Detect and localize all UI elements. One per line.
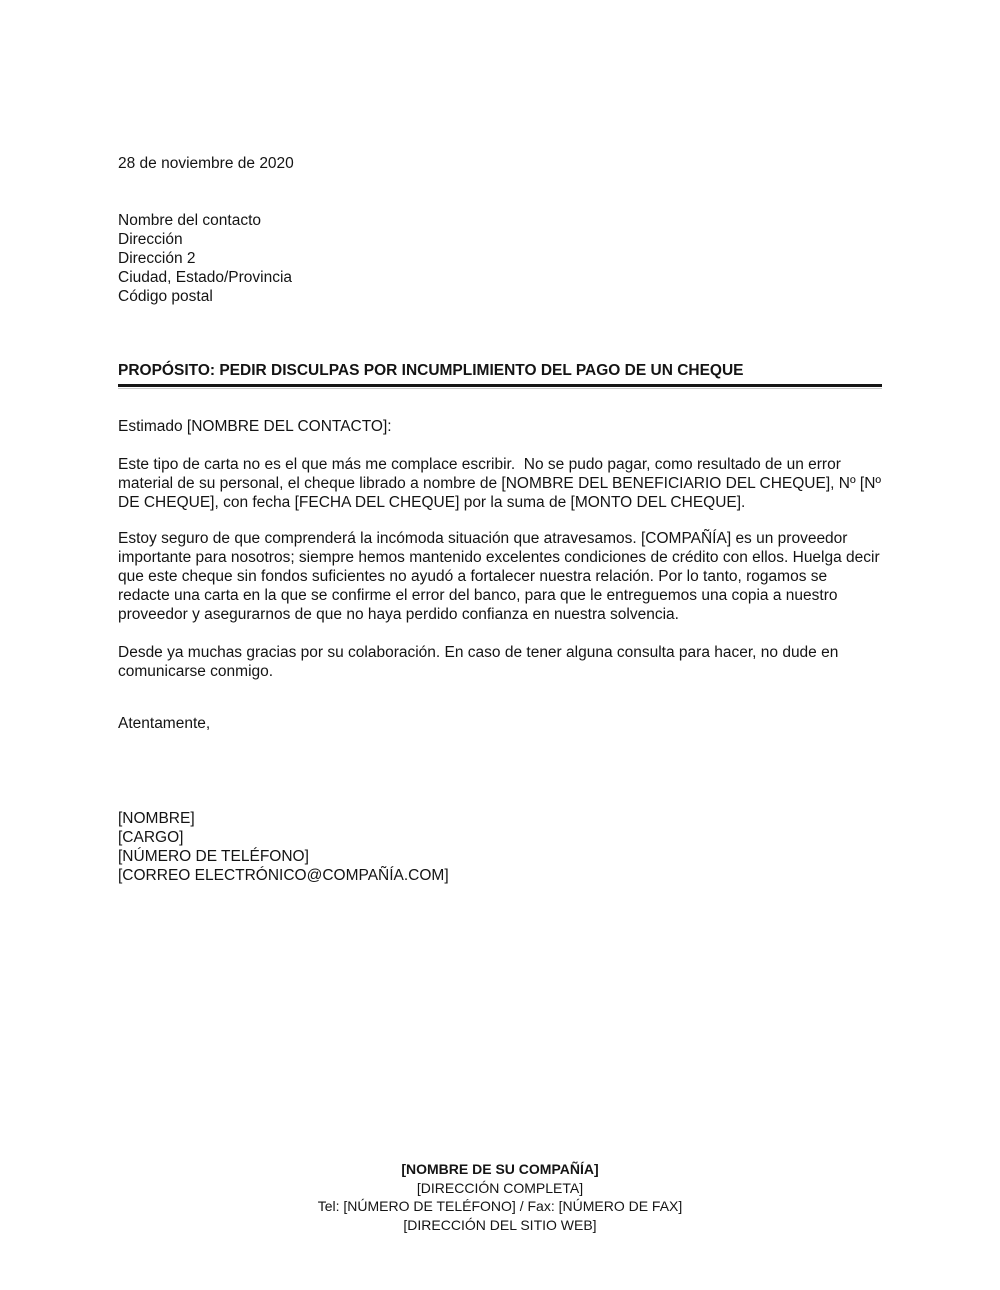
recipient-line-address1: Dirección — [118, 231, 183, 248]
greeting-line: Estimado [NOMBRE DEL CONTACTO]: — [118, 418, 392, 435]
recipient-block — [118, 211, 882, 306]
signature-line-phone: [NÚMERO DE TELÉFONO] — [118, 848, 309, 865]
body-paragraph-1: Este tipo de carta no es el que más me complace escribir. No se pudo pagar, como resultado de un error material de su personal, el cheque librado a nombre de [NOMBRE DEL BENEFICIARIO DEL CHEQUE], Nº [Nº DE CHEQUE], con fecha [FECHA DEL CHEQUE] por la suma de [MONTO DEL CHEQUE]. — [118, 456, 886, 511]
recipient-line-postal-code: Código postal — [118, 288, 213, 305]
letter-date: 28 de noviembre de 2020 — [118, 155, 294, 172]
footer-company-name: [NOMBRE DE SU COMPAÑÍA] — [401, 1161, 599, 1177]
signature-line-email: [CORREO ELECTRÓNICO@COMPAÑÍA.COM] — [118, 867, 449, 884]
subject-heading: PROPÓSITO: PEDIR DISCULPAS POR INCUMPLIMIENTO DEL PAGO DE UN CHEQUE — [118, 362, 744, 379]
footer-tel-fax: Tel: [NÚMERO DE TELÉFONO] / Fax: [NÚMERO DE FAX] — [317, 1198, 683, 1214]
signature-line-title: [CARGO] — [118, 829, 184, 846]
recipient-line-address2: Dirección 2 — [118, 250, 196, 267]
subject-rule-thick — [118, 384, 882, 387]
footer-address: [DIRECCIÓN COMPLETA] — [416, 1179, 584, 1196]
company-footer — [0, 1160, 1000, 1234]
recipient-line-name: Nombre del contacto — [118, 212, 262, 229]
signature-block — [118, 809, 882, 885]
body-paragraph-2: Estoy seguro de que comprenderá la incómoda situación que atravesamos. [COMPAÑÍA] es un proveedor importante para nosotros; siempre hemos mantenido excelentes condiciones de crédito con ellos. Huelga decir que este cheque sin fondos suficientes no ayudó a fortalecer nuestra relación. Por lo tanto, rogamos se redacte una carta en la que se confirme el error del banco, para que le entreguemos una copia a nuestro proveedor y asegurarnos de que no haya perdido confianza en nuestra solvencia. — [118, 530, 884, 623]
footer-website: [DIRECCIÓN DEL SITIO WEB] — [403, 1216, 597, 1233]
closing-line: Atentamente, — [118, 715, 211, 732]
recipient-line-city-state: Ciudad, Estado/Provincia — [118, 269, 293, 286]
subject-block — [118, 361, 882, 389]
signature-line-name: [NOMBRE] — [118, 810, 195, 827]
body-paragraph-3: Desde ya muchas gracias por su colaboración. En caso de tener alguna consulta para hacer, no dude en comunicarse conmigo. — [118, 644, 843, 680]
subject-rule-thin — [118, 388, 882, 389]
